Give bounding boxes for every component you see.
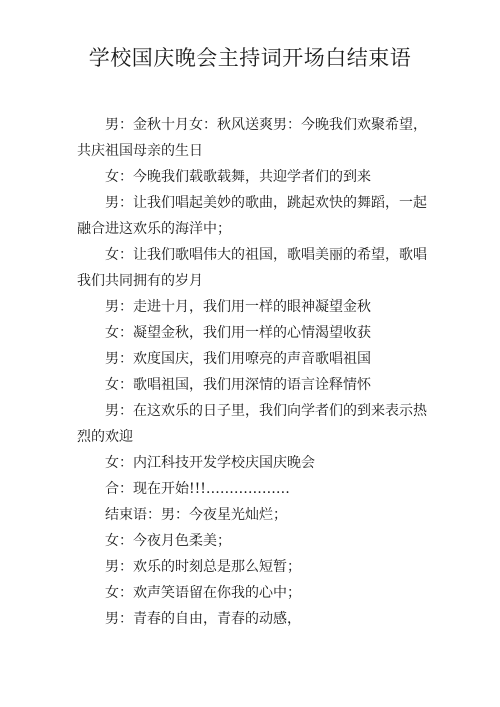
paragraph: 女：歌唱祖国，我们用深情的语言诠释情怀 (105, 377, 371, 393)
paragraph: 男：金秋十月女：秋风送爽男：今晚我们欢聚希望，共庆祖国母亲的生日 (77, 117, 427, 159)
paragraph: 结束语：男：今夜星光灿烂； (105, 507, 287, 523)
paragraph: 女：内江科技开发学校庆国庆晚会 (105, 455, 315, 471)
paragraph: 男：青春的自由，青春的动感， (105, 611, 301, 627)
paragraph: 女：凝望金秋，我们用一样的心情渴望收获 (105, 325, 371, 341)
paragraph: 女：今晚我们载歌载舞，共迎学者们的到来 (105, 169, 371, 185)
document-body (77, 112, 429, 632)
paragraph: 女：欢声笑语留在你我的心中； (105, 585, 301, 601)
paragraph: 女：今夜月色柔美； (105, 533, 231, 549)
paragraph: 男：在这欢乐的日子里，我们向学者们的到来表示热烈的欢迎 (77, 403, 427, 445)
paragraph: 男：走进十月，我们用一样的眼神凝望金秋 (105, 299, 371, 315)
paragraph: 合：现在开始!!!……………… (105, 481, 290, 497)
document-title: 学校国庆晚会主持词开场白结束语 (88, 46, 412, 70)
paragraph: 男：让我们唱起美妙的歌曲，跳起欢快的舞蹈，一起融合进这欢乐的海洋中； (77, 195, 427, 237)
paragraph: 男：欢度国庆，我们用嘹亮的声音歌唱祖国 (105, 351, 371, 367)
paragraph: 女：让我们歌唱伟大的祖国，歌唱美丽的希望，歌唱我们共同拥有的岁月 (77, 247, 427, 289)
paragraph: 男：欢乐的时刻总是那么短暂； (105, 559, 301, 575)
